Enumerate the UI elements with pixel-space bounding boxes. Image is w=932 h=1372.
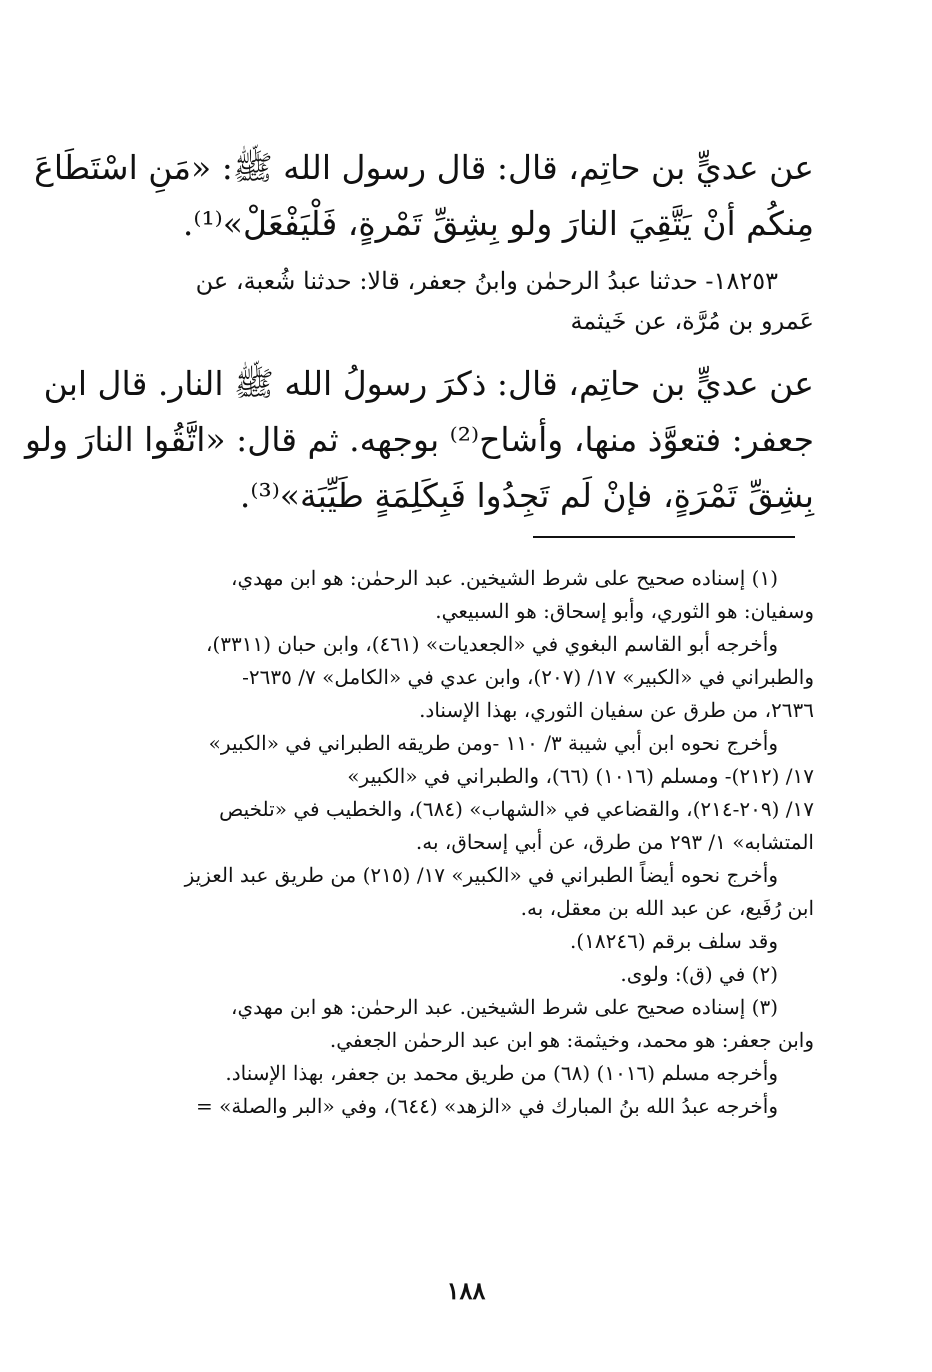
footnote-line: (١) إسناده صحيح على شرط الشيخين. عبد الرحمٰن: هو ابن مهدي،: [231, 566, 778, 590]
footnote-line: (٣) إسناده صحيح على شرط الشيخين. عبد الرحمٰن: هو ابن مهدي،: [231, 995, 778, 1019]
footnote-line: وقد سلف برقم (١٨٢٤٦).: [569, 929, 778, 953]
footnotes: [116, 562, 814, 1123]
footnote-separator: [533, 536, 795, 538]
footnote-line: (٢) في (ق): ولوى.: [620, 962, 778, 986]
footnote-line: وأخرج نحوه أيضاً الطبراني في «الكبير» ١٧/ (٢١٥) من طريق عبد العزيز: [184, 863, 778, 887]
footnote-line: وأخرج نحوه ابن أبي شيبة ٣/ ١١٠ -ومن طريقه الطبراني في «الكبير»: [208, 731, 778, 755]
hadith-2-line-1: عن عديٍّ بن حاتِم، قال: ذكرَ رسولُ الله ﷺ النار. قال ابن: [43, 364, 814, 403]
footnote-line: وابن جعفر: هو محمد، وخيثمة: هو ابن عبد الرحمٰن الجعفي.: [329, 1028, 814, 1052]
hadith-2-line-2: جعفر: فتعوَّذ منها، وأشاح⁽²⁾ بوجهه. ثم قال: «اتَّقُوا النارَ ولو: [24, 420, 814, 459]
footnote-line: ٢٦٣٦، من طرق عن سفيان الثوري، بهذا الإسناد.: [419, 698, 814, 722]
hadith-2-line-3: بِشِقِّ تَمْرَةٍ، فإنْ لَم تَجِدُوا فَبِكَلِمَةٍ طَيِّبَة»⁽³⁾.: [239, 476, 814, 515]
hadith-text-1: [34, 140, 814, 252]
footnote-line: ابن رُفَيع، عن عبد الله بن معقل، به.: [520, 896, 814, 920]
hadith-1-line-2: مِنكُم أنْ يَتَّقِيَ النارَ ولو بِشِقِّ تَمْرةٍ، فَلْيَفْعَلْ»⁽¹⁾.: [182, 204, 814, 243]
footnote-line: وأخرجه أبو القاسم البغوي في «الجعديات» (٤٦١)، وابن حبان (٣٣١١)،: [205, 632, 778, 656]
page-number: ١٨٨: [446, 1276, 486, 1305]
chain-line-1: ١٨٢٥٣- حدثنا عبدُ الرحمٰن وابنُ جعفر، قالا: حدثنا شُعبة، عن: [195, 267, 778, 295]
footnote-line: وأخرجه مسلم (١٠١٦) (٦٨) من طريق محمد بن جعفر، بهذا الإسناد.: [225, 1061, 778, 1085]
footnote-line: والطبراني في «الكبير» ١٧/ (٢٠٧)، وابن عدي في «الكامل» ٧/ ٢٦٣٥-: [242, 665, 814, 689]
footnote-line: وأخرجه عبدُ الله بنُ المبارك في «الزهد» (٦٤٤)، وفي «البر والصلة» =: [196, 1094, 778, 1118]
hadith-text-2: [24, 356, 814, 524]
chain-line-2: عَمرو بن مُرَّة، عن خَيثمة: [570, 307, 814, 335]
hadith-number-and-chain: [116, 261, 814, 341]
hadith-1-line-1: عن عديٍّ بن حاتِم، قال: قال رسول الله ﷺ: «مَنِ اسْتَطَاعَ: [34, 148, 814, 187]
footnote-line: ١٧/ (٢٠٩-٢١٤)، والقضاعي في «الشهاب» (٦٨٤)، والخطيب في «تلخيص: [219, 797, 814, 821]
footnote-line: وسفيان: هو الثوري، وأبو إسحاق: هو السبيعي.: [435, 599, 814, 623]
footnote-line: ١٧/ (٢١٢)- ومسلم (١٠١٦) (٦٦)، والطبراني في «الكبير»: [347, 764, 814, 788]
footnote-line: المتشابه» ١/ ٢٩٣ من طرق، عن أبي إسحاق، به.: [415, 830, 814, 854]
